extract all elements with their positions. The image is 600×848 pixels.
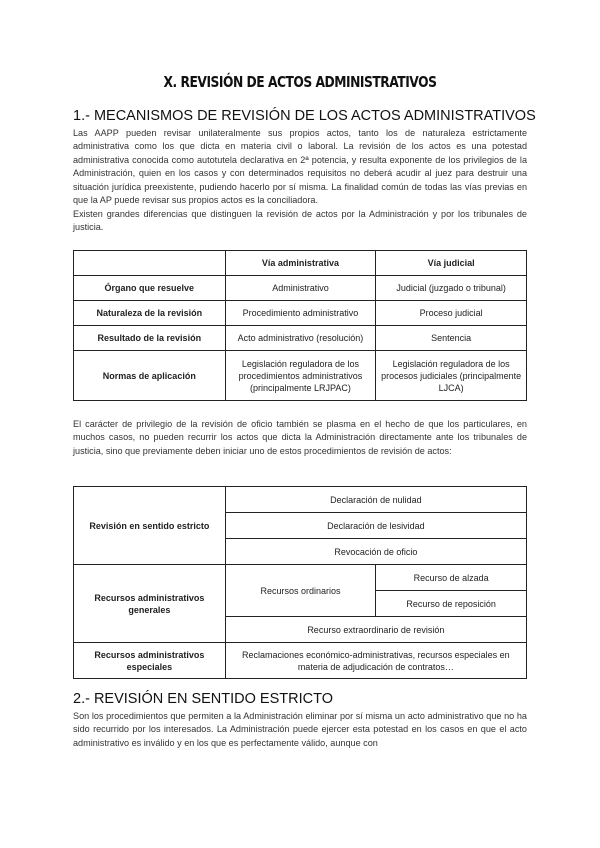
general-recourses-label: Recursos administrativos generales <box>74 565 226 643</box>
cell-admin: Acto administrativo (resolución) <box>225 326 376 351</box>
row-label: Resultado de la revisión <box>74 326 226 351</box>
special-recourses-text: Reclamaciones económico-administrativas, recursos especiales en materia de adjudicación de contratos… <box>225 643 526 679</box>
row-label: Normas de aplicación <box>74 351 226 401</box>
row-label: Órgano que resuelve <box>74 276 226 301</box>
comparison-table <box>73 250 527 401</box>
strict-item: Declaración de lesividad <box>225 513 526 539</box>
table-header-judicial: Vía judicial <box>376 251 527 276</box>
table-row <box>74 326 527 351</box>
table-header-admin: Vía administrativa <box>225 251 376 276</box>
table-row <box>74 301 527 326</box>
table-row <box>74 565 527 591</box>
section-1-paragraph-3: El carácter de privilegio de la revisión de oficio también se plasma en el hecho de que los particulares, en muchos casos, no pueden recurrir los actos que dicta la Administración directamente ante los tribunales de justicia, sino que previamente deben iniciar uno de estos procedimientos de revisión de actos: <box>73 419 527 456</box>
cell-admin: Legislación reguladora de los procedimientos administrativos (principalmente LRJPAC) <box>225 351 376 401</box>
section-1-heading: 1.- MECANISMOS DE REVISIÓN DE LOS ACTOS ADMINISTRATIVOS <box>73 108 536 124</box>
section-1-paragraph-2: Existen grandes diferencias que distinguen la revisión de actos por la Administración y por los tribunales de justicia. <box>73 209 527 233</box>
extraordinary-recourse: Recurso extraordinario de revisión <box>225 617 526 643</box>
cell-judicial: Sentencia <box>376 326 527 351</box>
strict-item: Declaración de nulidad <box>225 487 526 513</box>
ordinary-item: Recurso de alzada <box>376 565 527 591</box>
row-label: Naturaleza de la revisión <box>74 301 226 326</box>
table-row <box>74 487 527 513</box>
strict-item: Revocación de oficio <box>225 539 526 565</box>
table-header-empty <box>74 251 226 276</box>
revision-types-table <box>73 486 527 679</box>
cell-judicial: Judicial (juzgado o tribunal) <box>376 276 527 301</box>
table-row <box>74 276 527 301</box>
page-title: X. REVISIÓN DE ACTOS ADMINISTRATIVOS <box>163 73 437 91</box>
ordinary-recourses-label: Recursos ordinarios <box>225 565 376 617</box>
table-row <box>74 351 527 401</box>
section-2-paragraph: Son los procedimientos que permiten a la Administración eliminar por sí misma un acto administrativo que no ha sido recurrido por los interesados. La Administración puede ejercer esta potestad en los casos en que el acto administrativo es inválido y en los que es perfectamente válido, aunque con <box>73 711 527 748</box>
special-recourses-label: Recursos administrativos especiales <box>74 643 226 679</box>
section-1-paragraph-1: Las AAPP pueden revisar unilateralmente sus propios actos, tanto los de naturaleza estrictamente administrativa como los que dicta en materia civil o laboral. La revisión de los actos es una potestad administrativa conocida como autotutela declarativa en 2ª potencia, y resulta exponente de los privilegios de la Administración, quien en los casos y con determinados requisitos no deberá acudir al juez para destruir una situación jurídica preexistente, pudiendo hacerlo por sí misma. La finalidad común de todas las vías previas en que la AP puede revisar sus propios actos es la conciliadora. <box>73 128 527 206</box>
table-row <box>74 643 527 679</box>
cell-judicial: Legislación reguladora de los procesos judiciales (principalmente LJCA) <box>376 351 527 401</box>
cell-admin: Administrativo <box>225 276 376 301</box>
table-header-row <box>74 251 527 276</box>
cell-admin: Procedimiento administrativo <box>225 301 376 326</box>
strict-revision-label: Revisión en sentido estricto <box>74 487 226 565</box>
ordinary-item: Recurso de reposición <box>376 591 527 617</box>
cell-judicial: Proceso judicial <box>376 301 527 326</box>
section-2-heading: 2.- REVISIÓN EN SENTIDO ESTRICTO <box>73 691 333 707</box>
